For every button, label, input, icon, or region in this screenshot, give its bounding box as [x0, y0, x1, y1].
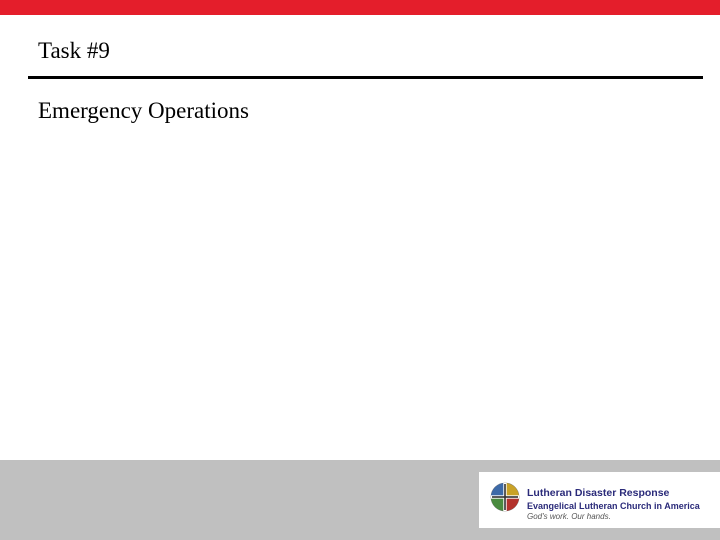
elca-cross-icon — [490, 482, 520, 512]
top-accent-bar — [0, 0, 720, 15]
slide-title: Task #9 — [38, 38, 110, 63]
logo-org-name: Lutheran Disaster Response — [527, 487, 670, 499]
slide-heading: Emergency Operations — [38, 98, 249, 123]
logo-text-block — [527, 487, 700, 522]
logo-church-name: Evangelical Lutheran Church in America — [527, 501, 700, 511]
title-divider — [28, 76, 703, 79]
elca-ldr-logo — [479, 472, 720, 528]
logo-tagline: God's work. Our hands. — [527, 512, 611, 521]
